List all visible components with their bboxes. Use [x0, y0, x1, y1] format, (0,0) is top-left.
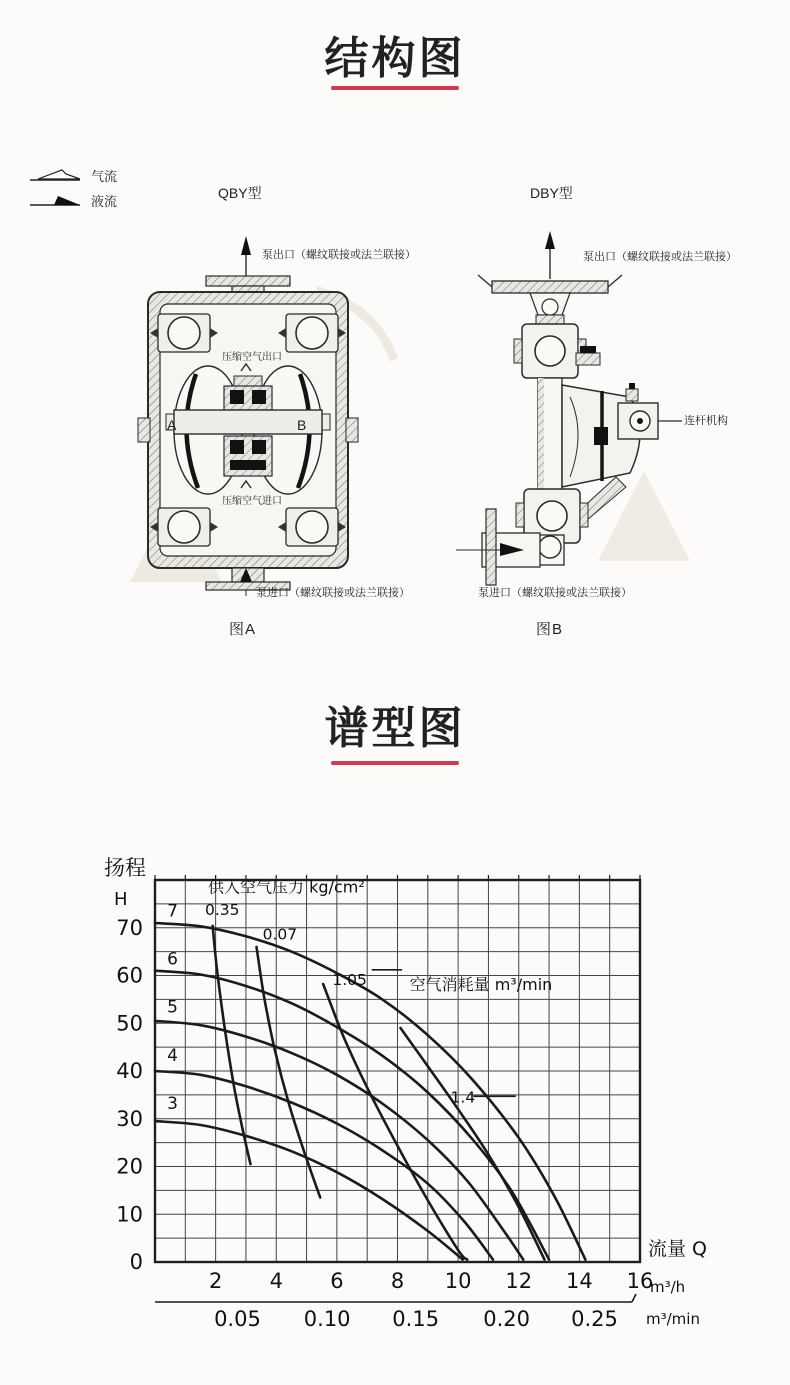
- outlet-arrow-icon: [545, 231, 555, 249]
- x-tick-label: 12: [505, 1269, 533, 1293]
- legend-liquid-label: 液流: [91, 194, 118, 209]
- chart-annotation: 供入空气压力 kg/cm²: [208, 877, 365, 897]
- air-flow-arrow-icon: [28, 167, 84, 185]
- legend-liquid-row: [28, 188, 117, 213]
- x-axis-secondary-unit: m³/min: [646, 1310, 700, 1328]
- consumption-curve-label: 0.35: [205, 900, 240, 919]
- chart-title-underline: [331, 761, 459, 765]
- inlet-flange: [486, 509, 496, 585]
- qby-air-inlet-label: 压缩空气进口: [222, 496, 282, 507]
- qby-air-outlet-label: 压缩空气出口: [222, 352, 282, 363]
- legend-air-row: [28, 163, 117, 188]
- dby-caption: 图B: [536, 621, 564, 638]
- pressure-curve-label: 5: [167, 997, 178, 1018]
- y-axis-symbol: H: [114, 889, 128, 910]
- y-tick-label: 30: [116, 1106, 143, 1131]
- y-tick-label: 50: [116, 1011, 143, 1036]
- legend-air-label: 气流: [91, 169, 118, 184]
- qby-caption: 图A: [229, 621, 257, 638]
- y-tick-label: 40: [116, 1059, 143, 1083]
- dby-pump-diagram: [450, 225, 710, 645]
- top-flange: [206, 276, 290, 286]
- dby-upper-valve: [514, 324, 586, 378]
- chart-annotation: 空气消耗量 m³/min: [409, 974, 553, 994]
- top-flange: [492, 281, 608, 293]
- structure-section-title: 结构图: [324, 34, 466, 83]
- qby-chamber-b: B: [297, 417, 307, 433]
- qby-chamber-a: A: [167, 417, 177, 433]
- y-tick-label: 60: [116, 963, 143, 988]
- x-tick-label: 14: [566, 1269, 593, 1293]
- pressure-curve-label: 7: [167, 901, 178, 922]
- secondary-tick-label: 0.15: [392, 1307, 440, 1331]
- x-tick-label: 6: [330, 1269, 344, 1293]
- pressure-curve-label: 4: [167, 1045, 178, 1066]
- secondary-tick-label: 0.05: [214, 1307, 261, 1331]
- dby-top-section: [478, 231, 622, 324]
- dby-rod-label: 连杆机构: [684, 415, 728, 427]
- dby-inlet-label: 泵进口（螺纹联接或法兰联接）: [478, 587, 632, 599]
- secondary-tick-label: 0.20: [483, 1307, 531, 1331]
- qby-outlet-label: 泵出口（螺纹联接或法兰联接）: [262, 249, 416, 261]
- x-axis-title: 流量 Q: [648, 1238, 707, 1260]
- chart-section-title: 谱型图: [324, 704, 466, 753]
- structure-title-underline: [331, 86, 459, 90]
- left-lug: [138, 418, 150, 442]
- consumption-curve-label: 0.07: [262, 925, 298, 944]
- x-tick-label: 10: [444, 1269, 472, 1293]
- qby-inlet-label: 泵进口（螺纹联接或法兰联接）: [256, 587, 410, 599]
- y-tick-label: 70: [116, 915, 143, 940]
- secondary-axis-tick: [632, 1294, 636, 1302]
- pressure-curve-label: 6: [167, 949, 178, 970]
- x-tick-label: 2: [208, 1269, 223, 1293]
- consumption-curve-label: 1.05: [332, 971, 367, 990]
- y-tick-label: 0: [129, 1250, 143, 1274]
- liquid-flow-arrow-icon: [28, 192, 84, 210]
- flow-legend: [28, 163, 117, 213]
- y-tick-label: 10: [116, 1202, 143, 1227]
- x-tick-label: 16: [626, 1269, 654, 1293]
- right-lug: [346, 418, 358, 442]
- secondary-tick-label: 0.10: [303, 1307, 351, 1331]
- qby-type-label: QBY型: [218, 185, 262, 201]
- x-tick-label: 8: [390, 1269, 405, 1293]
- outlet-arrow-icon: [241, 236, 251, 255]
- dby-connecting-rod: [618, 383, 682, 439]
- dby-lower-section: [456, 477, 626, 585]
- y-axis-title: 扬程: [104, 856, 146, 880]
- pressure-curve-6: [155, 971, 549, 1260]
- pressure-curve-label: 3: [167, 1094, 178, 1115]
- consumption-curve-1.05: [323, 984, 467, 1260]
- dby-outlet-label: 泵出口（螺纹联接或法兰联接）: [583, 251, 737, 263]
- y-tick-label: 20: [116, 1154, 143, 1179]
- pressure-curve-5: [155, 1021, 523, 1260]
- performance-chart: [90, 845, 760, 1357]
- x-tick-label: 4: [269, 1269, 283, 1293]
- consumption-curve-label: 1.4: [450, 1088, 476, 1107]
- x-axis-unit: m³/h: [650, 1278, 686, 1296]
- dby-type-label: DBY型: [530, 185, 573, 201]
- secondary-tick-label: 0.25: [571, 1307, 618, 1331]
